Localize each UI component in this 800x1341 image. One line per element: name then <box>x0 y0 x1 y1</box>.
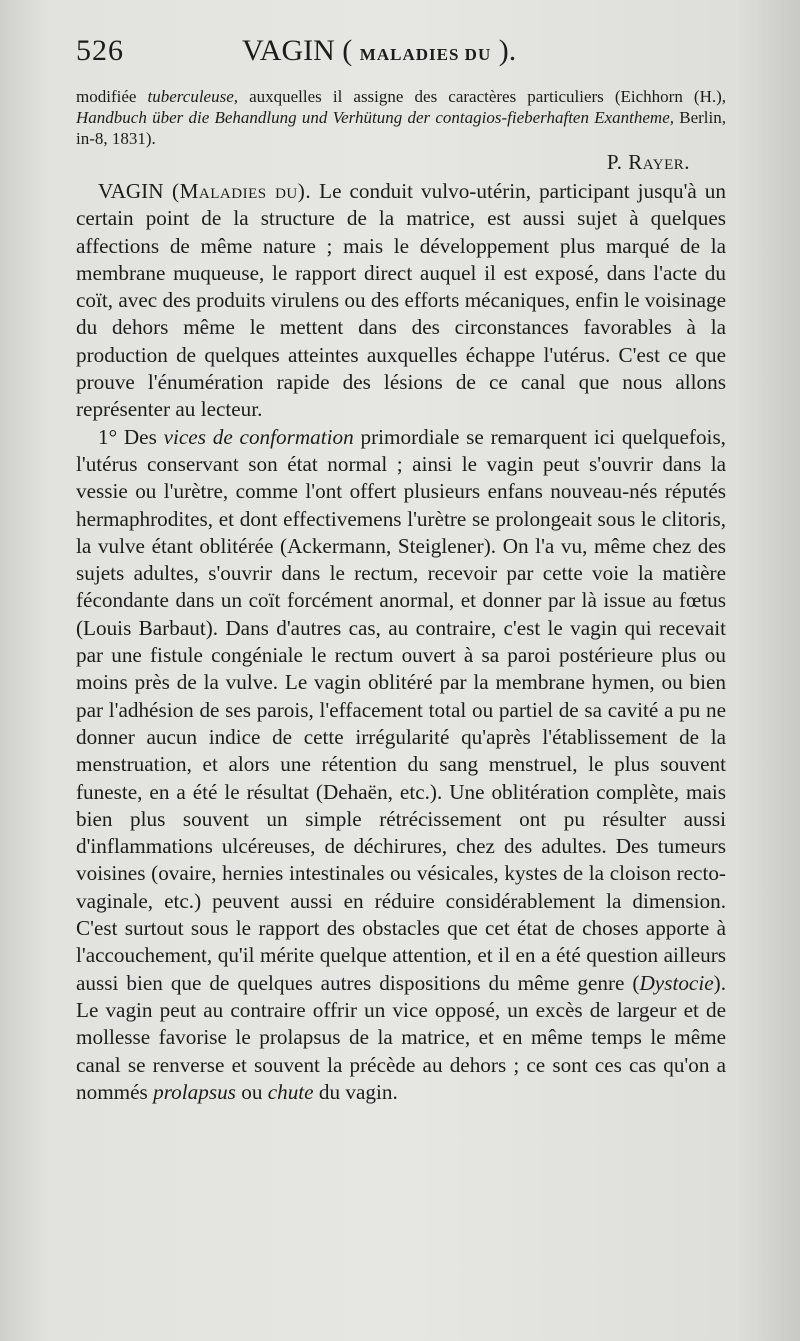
running-title-main: VAGIN <box>242 34 335 67</box>
bibliographic-note-book-title: Handbuch über die Behandlung und Verhütung der contagios-fieberhaften Exantheme, <box>76 108 674 127</box>
bibliographic-note-emphasis: tuberculeuse, <box>147 87 238 106</box>
bibliographic-note <box>76 86 726 149</box>
running-title-close: ). <box>498 34 517 67</box>
bibliographic-note-text: modifiée tuberculeuse, auxquelles il assigne des caractères particuliers (Eichhorn (H.), Handbuch über die Behandlung und Verhütung der contagios-fieberhaften Exantheme, Berlin, in-8, 1831). <box>76 87 727 148</box>
running-title-open: ( <box>342 34 353 67</box>
entry-heading-subtitle: (Maladies du). <box>163 179 312 203</box>
paragraph-malformations: 1° Des vices de conformation primordiale se remarquent ici quelquefois, l'utérus conservant son état normal ; ainsi le vagin peut s'ouvrir dans la vessie ou l'urètre, comme l'ont offert plusieurs enfans nouveau-nés réputés hermaphrodites, et dont effectivemens l'urètre se prolongeait sous le clitoris, la vulve étant oblitérée (Ackermann, Steiglener). On l'a vu, même chez des sujets adultes, s'ouvrir dans le rectum, recevoir par cette voie la matière fécondante dans un coït forcément anormal, et donner par là issue au fœtus (Louis Barbaut). Dans d'autres cas, au contraire, c'est le vagin qui recevait par une fistule congéniale le rectum ouvert à sa paroi postérieure plus ou moins près de la vulve. Le vagin oblitéré par la membrane hymen, ou bien par l'adhésion de ses parois, l'effacement total ou partiel de sa cavité a pu ne donner aucun indice de cette irrégularité qu'après l'établissement de la menstruation, et alors une rétention du sang menstruel, le plus souvent funeste, en a été le résultat (Dehaën, etc.). Une oblitération complète, mais bien plus souvent un simple rétrécissement ont pu résulter aussi d'inflammations ulcéreuses, de déchirures, chez des adultes. Des tumeurs voisines (ovaire, hernies intestinales ou vésicales, kystes de la cloison recto-vaginale, etc.) peuvent aussi en réduire considérablement la dimension. C'est surtout sous le rapport des obstacles que cet état de choses apporte à l'accouchement, qu'il mérite quelque attention, et il en a été question ailleurs aussi bien que de quelques autres dispositions du même genre (Dystocie). Le vagin peut au contraire offrir un vice opposé, un excès de largeur et de mollesse favorise le prolapsus de la matrice, et en même temps le même canal se renverse et souvent la précède au dehors ; ce sont ces cas qu'on a nommés prolapsus ou chute du vagin. <box>76 424 726 1104</box>
running-title <box>242 34 516 68</box>
article-body <box>76 178 726 1106</box>
page-header <box>76 34 726 94</box>
author-signature: P. Rayer. <box>606 150 690 174</box>
paragraph-intro: VAGIN (Maladies du). Le conduit vulvo-utérin, participant jusqu'à un certain point de la structure de la matrice, est aussi sujet à quelques affections de même nature ; mais le développement plus marqué de la membrane muqueuse, le rapport direct auquel il est exposé, dans l'acte du coït, avec des produits virulens ou des efforts mécaniques, enfin le voisinage du dehors même le mettent dans des circonstances favorables à la production de quelques atteintes auxquelles échappe l'utérus. C'est ce que prouve l'énumération rapide des lésions de ce canal que nous allons représenter au lecteur. <box>76 179 726 422</box>
running-title-small: MALADIES DU <box>359 45 492 64</box>
page-number: 526 <box>76 34 124 67</box>
entry-heading: VAGIN <box>98 179 164 203</box>
